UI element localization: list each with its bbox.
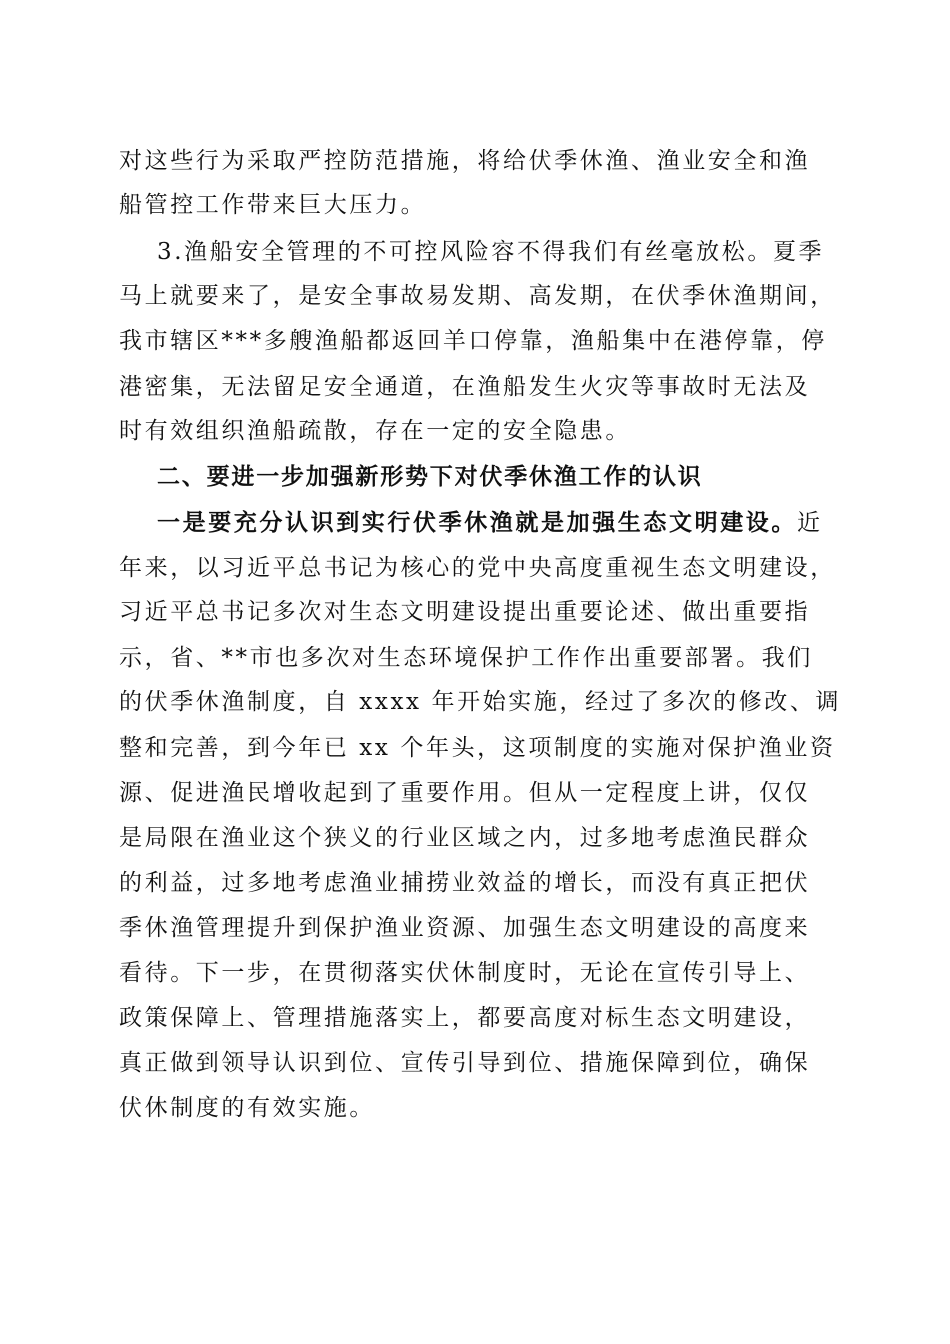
body-line: 的利益，过多地考虑渔业捕捞业效益的增长，而没有真正把伏: [119, 870, 811, 896]
paragraph-lead-tail: 近: [797, 510, 823, 536]
body-line: 船管控工作带来巨大压力。: [119, 192, 427, 218]
body-line: 我市辖区***多艘渔船都返回羊口停靠，渔船集中在港停靠，停: [119, 328, 827, 354]
body-line: 伏休制度的有效实施。: [119, 1095, 375, 1121]
body-line: 真正做到领导认识到位、宣传引导到位、措施保障到位，确保: [119, 1050, 811, 1076]
body-line: 3.渔船安全管理的不可控风险容不得我们有丝毫放松。夏季: [157, 239, 825, 265]
body-line: 整和完善，到今年已 xx 个年头，这项制度的实施对保护渔业资: [119, 735, 836, 761]
body-line: 季休渔管理提升到保护渔业资源、加强生态文明建设的高度来: [119, 915, 811, 941]
body-line: 是局限在渔业这个狭义的行业区域之内，过多地考虑渔民群众: [119, 825, 811, 851]
body-line: 习近平总书记多次对生态文明建设提出重要论述、做出重要指: [119, 599, 811, 625]
body-line: 马上就要来了，是安全事故易发期、高发期，在伏季休渔期间，: [119, 283, 836, 309]
body-line: 的伏季休渔制度，自 xxxx 年开始实施，经过了多次的修改、调: [119, 689, 842, 715]
paragraph-lead-bold: 一是要充分认识到实行伏季休渔就是加强生态文明建设。: [157, 509, 797, 536]
section-heading: 二、要进一步加强新形势下对伏季休渔工作的认识: [157, 464, 703, 490]
body-line: 港密集，无法留足安全通道，在渔船发生火灾等事故时无法及: [119, 374, 811, 400]
body-line: 时有效组织渔船疏散，存在一定的安全隐患。: [119, 418, 631, 444]
body-line: 看待。下一步，在贯彻落实伏休制度时，无论在宣传引导上、: [119, 960, 811, 986]
body-line: 源、促进渔民增收起到了重要作用。但从一定程度上讲，仅仅: [119, 780, 811, 806]
body-line: 年来，以习近平总书记为核心的党中央高度重视生态文明建设，: [119, 555, 836, 581]
body-line: 政策保障上、管理措施落实上，都要高度对标生态文明建设，: [119, 1005, 811, 1031]
body-line: 示，省、**市也多次对生态环境保护工作作出重要部署。我们: [119, 645, 813, 671]
body-line: 对这些行为采取严控防范措施，将给伏季休渔、渔业安全和渔: [119, 148, 811, 174]
paragraph-lead-line: [157, 508, 823, 538]
